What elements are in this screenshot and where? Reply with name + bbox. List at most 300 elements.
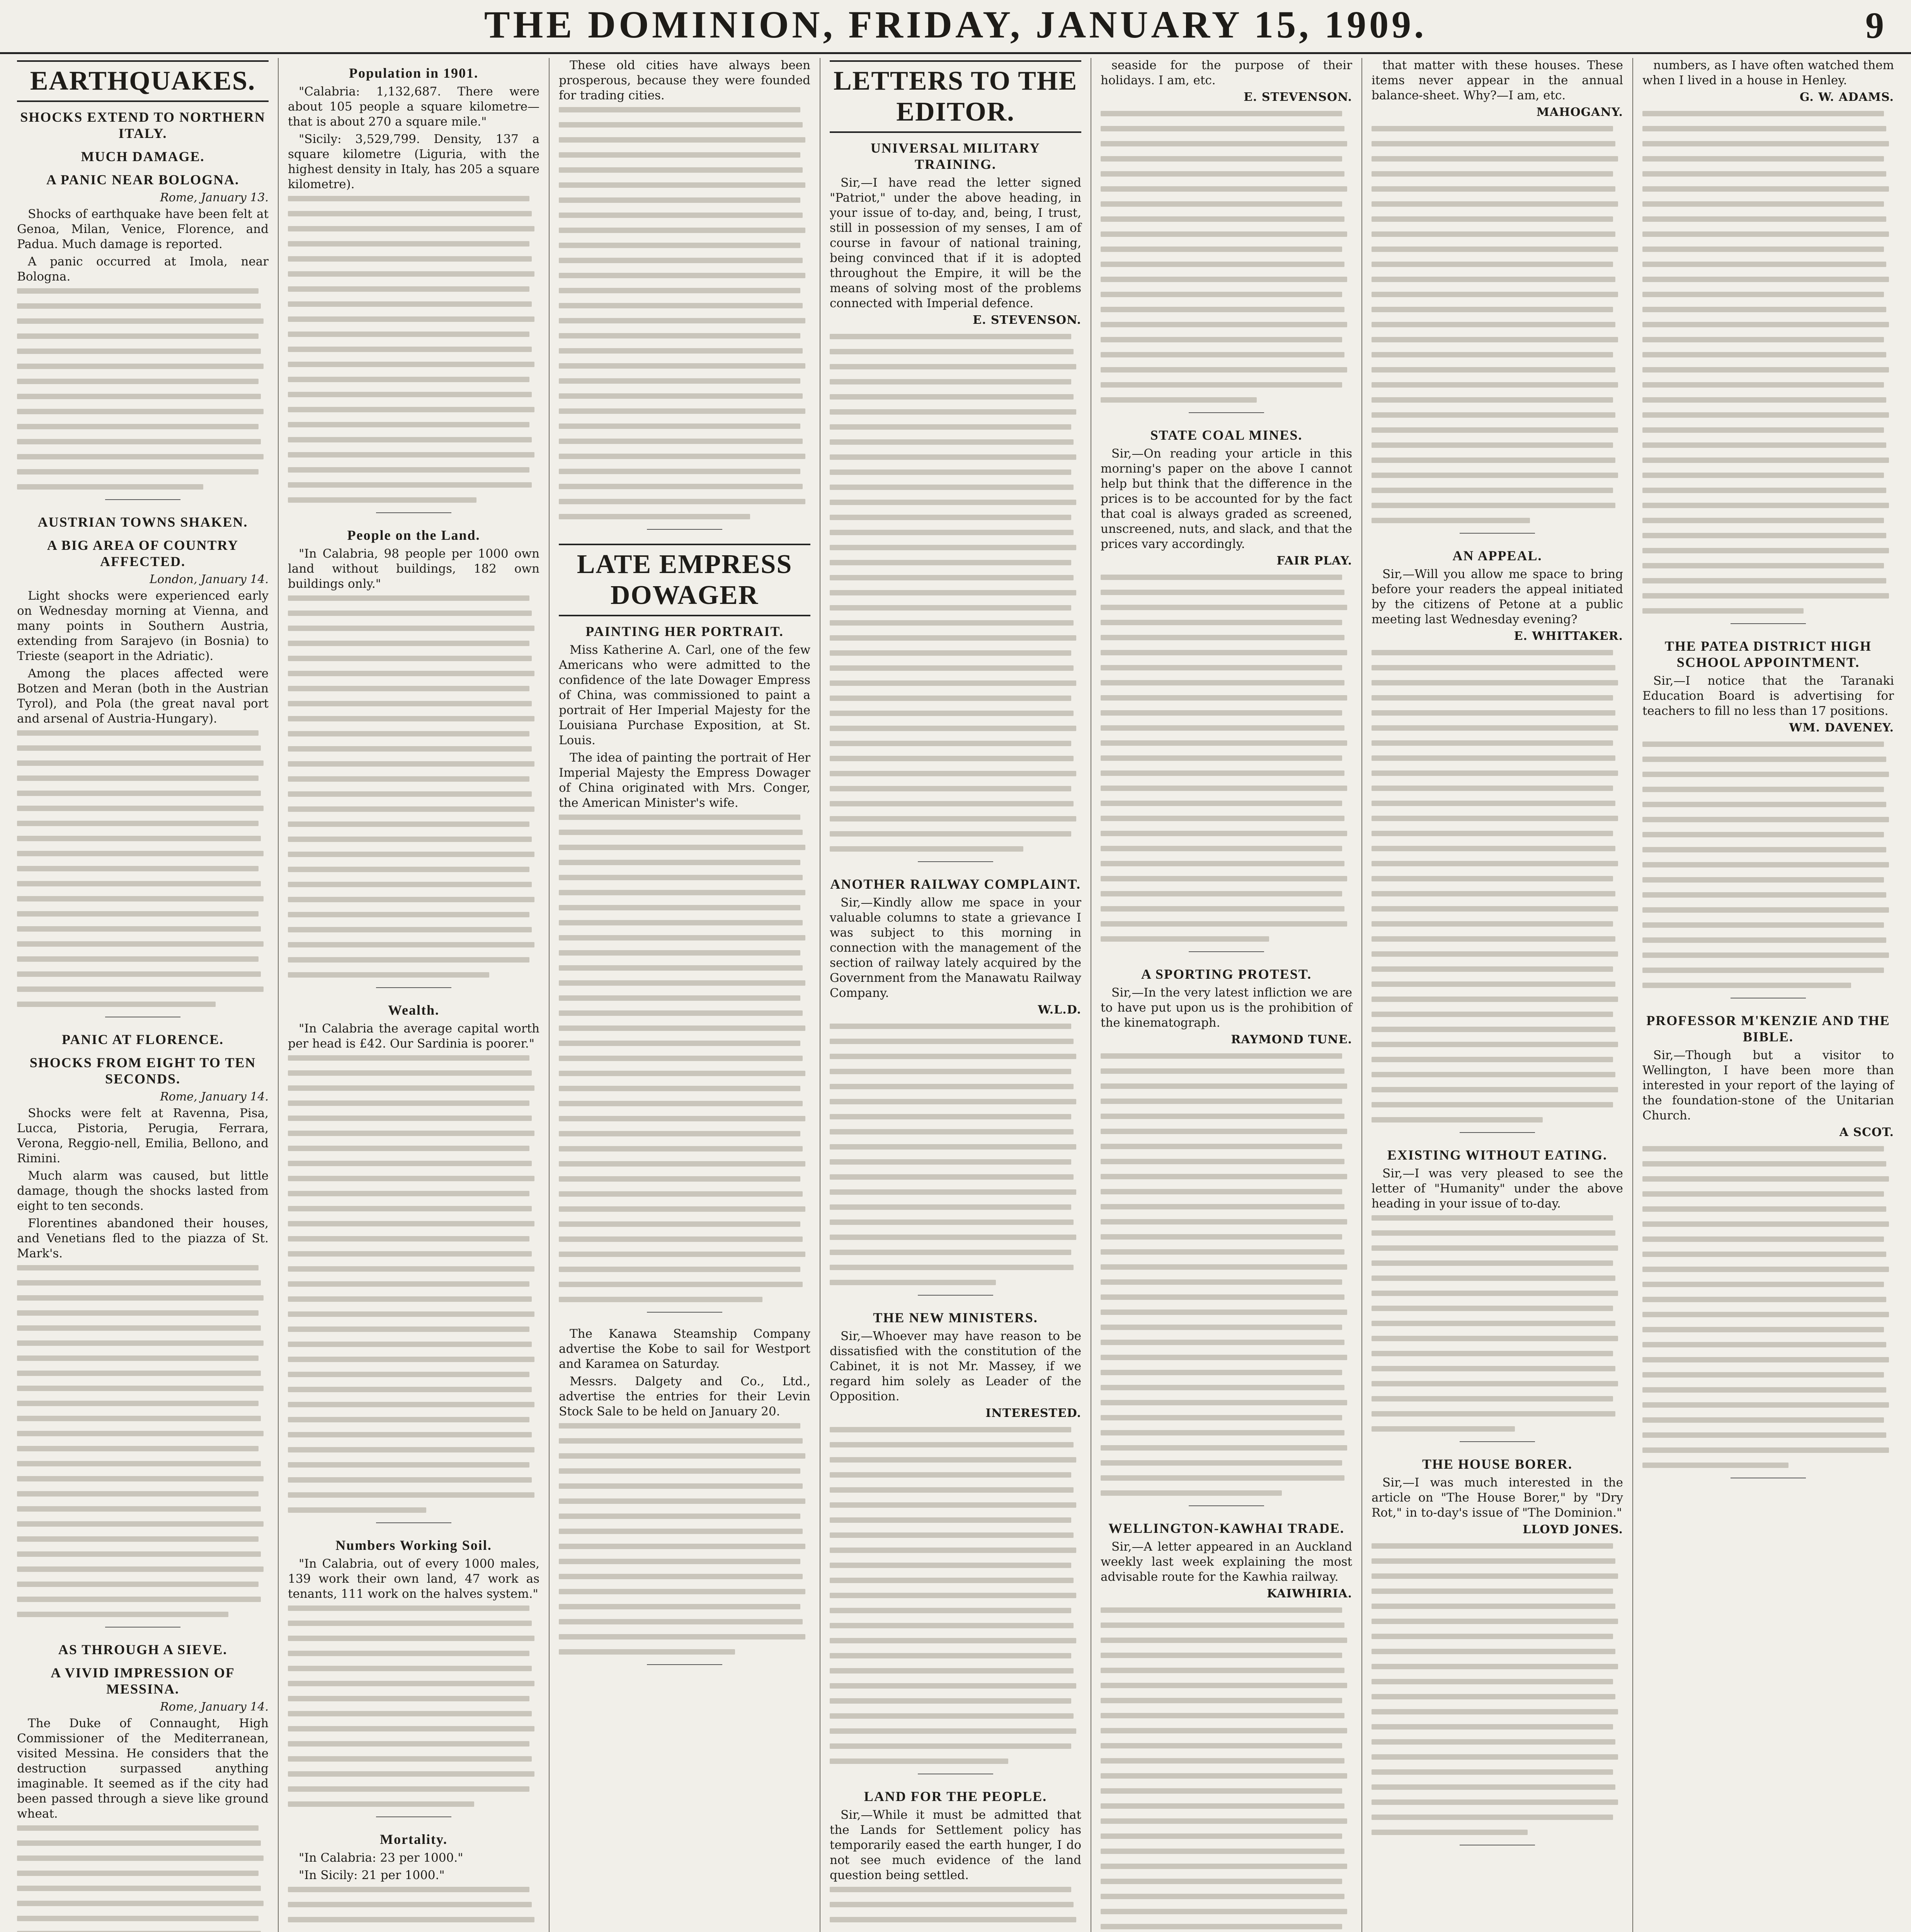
article: [830, 1788, 1081, 1932]
body-text-block: [17, 1265, 269, 1617]
article: [1642, 638, 1894, 998]
text-line: [288, 196, 529, 201]
text-line: [1642, 937, 1886, 943]
paragraph: "In Calabria the average capital worth per head is £42. Our Sardinia is poorer.": [288, 1022, 539, 1051]
article-subheading: A BIG AREA OF COUNTRY AFFECTED.: [47, 537, 239, 569]
text-line: [830, 801, 1074, 806]
text-line: [1642, 216, 1886, 222]
text-line: [1642, 126, 1886, 131]
paragraph: Sir,—I was much interested in the article on "The House Borer," by "Dry Rot," in to-day's issue of "The Dominion.": [1372, 1476, 1623, 1520]
text-line: [17, 730, 259, 736]
text-line: [830, 560, 1071, 565]
text-line: [1101, 1638, 1347, 1643]
paragraph: Sir,—Will you allow me space to bring before your readers the appeal initiated by the citizens of Petone at a public meeting last Wednesday evening?: [1372, 567, 1623, 626]
paragraph: Shocks of earthquake have been felt at Genoa, Milan, Venice, Florence, and Padua. Much damage is reported.: [17, 207, 269, 251]
letter-signature: WM. DAVENEY.: [1789, 721, 1894, 735]
article: [17, 1031, 269, 1628]
article: [288, 1537, 539, 1817]
text-line: [1372, 1619, 1618, 1624]
article-divider: [1460, 1441, 1535, 1442]
text-line: [830, 379, 1071, 384]
text-line: [559, 830, 803, 835]
text-line: [288, 1372, 529, 1377]
letter-signature: KAIWHIRIA.: [1267, 1587, 1352, 1600]
article: [1101, 966, 1352, 1506]
text-line: [1642, 1327, 1884, 1332]
text-line: [1101, 1174, 1347, 1179]
text-line: [830, 605, 1071, 611]
masthead: [0, 0, 1911, 54]
text-line: [1372, 710, 1615, 716]
text-line: [830, 1683, 1076, 1689]
text-line: [288, 1696, 529, 1701]
text-line: [288, 972, 489, 978]
text-line: [288, 716, 534, 721]
article-headline: AS THROUGH A SIEVE.: [58, 1642, 228, 1657]
text-line: [830, 620, 1074, 626]
text-line: [288, 701, 532, 706]
text-line: [1642, 427, 1884, 433]
text-line: [17, 1855, 264, 1861]
text-line: [1101, 247, 1342, 252]
text-line: [830, 1653, 1071, 1658]
text-line: [17, 1491, 259, 1497]
article-divider: [1731, 623, 1806, 624]
text-line: [1372, 171, 1613, 177]
text-line: [17, 1506, 261, 1512]
text-line: [830, 1532, 1074, 1538]
text-line: [17, 318, 264, 324]
text-line: [288, 746, 532, 752]
text-line: [288, 686, 529, 691]
letter-signature: LLOYD JONES.: [1523, 1523, 1623, 1536]
text-line: [1372, 277, 1615, 282]
text-line: [1372, 292, 1618, 297]
text-line: [17, 1355, 259, 1361]
body-text-block: [830, 1024, 1081, 1285]
text-line: [1372, 725, 1618, 731]
text-line: [288, 1236, 529, 1242]
text-line: [559, 950, 800, 956]
text-line: [1642, 862, 1889, 867]
text-line: [1642, 442, 1886, 448]
text-line: [559, 273, 805, 278]
text-line: [1101, 1909, 1347, 1914]
text-line: [559, 514, 750, 519]
text-line: [288, 1070, 532, 1076]
text-line: [288, 407, 534, 412]
paragraph: These old cities have always been prosperous, because they were founded for trading cities.: [559, 58, 810, 102]
text-line: [1101, 1668, 1344, 1673]
text-line: [288, 942, 534, 947]
text-line: [559, 1483, 803, 1489]
text-line: [559, 122, 803, 128]
text-line: [830, 1887, 1071, 1892]
text-line: [559, 1649, 735, 1655]
text-line: [1372, 1351, 1613, 1356]
text-line: [830, 1563, 1071, 1568]
paragraph: Sir,—I have read the letter signed "Patriot," under the above heading, in your issue of to-day, and, being, I trust, still in possession of my senses, I am of course in favour of national training, being convinced that if it is adopted throughout the Empire, it will be the means of solving most of the problems connected with Imperial defence.: [830, 176, 1081, 310]
article-divider: [918, 861, 993, 862]
text-line: [288, 1251, 532, 1257]
text-line: [1101, 786, 1347, 791]
article: [17, 60, 269, 500]
text-line: [1372, 473, 1618, 478]
text-line: [559, 935, 805, 940]
text-line: [559, 1176, 800, 1182]
text-line: [1101, 141, 1347, 146]
article: [1642, 58, 1894, 624]
text-line: [830, 1054, 1076, 1059]
text-line: [1101, 156, 1342, 162]
text-line: [17, 333, 259, 339]
text-line: [1642, 533, 1886, 538]
text-line: [288, 1447, 534, 1452]
column-1: [8, 58, 279, 1932]
text-line: [1642, 772, 1889, 777]
text-line: [830, 1623, 1074, 1628]
article-headline: Population in 1901.: [349, 65, 479, 81]
text-line: [17, 288, 259, 294]
text-line: [17, 986, 264, 992]
text-line: [559, 1574, 803, 1579]
text-line: [830, 756, 1074, 761]
text-line: [1372, 891, 1615, 896]
text-line: [17, 439, 261, 444]
text-line: [830, 439, 1074, 445]
text-line: [288, 1131, 534, 1136]
text-line: [1101, 1683, 1347, 1688]
text-line: [288, 271, 534, 277]
text-line: [17, 1401, 259, 1406]
article-divider: [376, 1522, 451, 1523]
article-headline: AN APPEAL.: [1452, 548, 1542, 563]
letter-signature: W.L.D.: [1038, 1003, 1081, 1017]
text-line: [1642, 817, 1889, 822]
text-line: [1101, 861, 1344, 866]
text-line: [559, 1206, 805, 1212]
article: [288, 1002, 539, 1523]
body-text-block: [1372, 126, 1623, 523]
letter-signature: E. STEVENSON.: [1244, 90, 1352, 104]
article-subheading: PAINTING HER PORTRAIT.: [585, 624, 784, 639]
text-line: [288, 241, 529, 247]
text-line: [830, 665, 1074, 671]
text-line: [288, 852, 534, 857]
text-line: [830, 1442, 1074, 1447]
text-line: [559, 469, 800, 474]
text-line: [1372, 1426, 1515, 1432]
text-line: [559, 1544, 805, 1549]
text-line: [830, 1219, 1074, 1225]
text-line: [288, 1681, 534, 1686]
text-line: [1101, 1713, 1344, 1718]
text-line: [1101, 1355, 1347, 1360]
text-line: [1101, 367, 1347, 372]
article: [1101, 1520, 1352, 1932]
text-line: [1372, 1815, 1613, 1820]
text-line: [1372, 997, 1618, 1002]
text-line: [1372, 650, 1613, 655]
article-divider: [647, 529, 722, 530]
text-line: [1372, 412, 1615, 418]
text-line: [1101, 906, 1344, 912]
text-line: [1101, 1114, 1344, 1119]
text-line: [1642, 787, 1884, 792]
text-line: [1101, 846, 1342, 851]
body-text-block: [17, 730, 269, 1007]
text-line: [1101, 1083, 1347, 1089]
text-line: [830, 545, 1076, 550]
text-line: [1372, 1117, 1543, 1122]
article: [1101, 58, 1352, 413]
paragraph: Sir,—Though but a visitor to Wellington, I have been more than interested in your report of the laying of the foundation-stone of the Unitarian Church.: [1642, 1048, 1894, 1122]
text-line: [1642, 156, 1884, 162]
article-headline: PROFESSOR M'KENZIE AND THE BIBLE.: [1646, 1013, 1890, 1044]
text-line: [288, 1477, 532, 1483]
text-line: [830, 1427, 1071, 1432]
text-line: [1372, 1260, 1613, 1266]
article: [559, 58, 810, 530]
article-headline: PANIC AT FLORENCE.: [61, 1032, 224, 1047]
text-line: [17, 1310, 259, 1316]
text-line: [559, 1438, 803, 1444]
text-line: [830, 469, 1071, 475]
text-line: [17, 1840, 261, 1846]
text-line: [288, 791, 532, 797]
text-line: [1642, 337, 1884, 342]
text-line: [1642, 201, 1884, 207]
text-line: [17, 364, 264, 369]
text-line: [830, 334, 1071, 339]
text-line: [17, 1566, 264, 1572]
article: [1372, 58, 1623, 534]
text-line: [1101, 1607, 1342, 1613]
text-line: [17, 851, 264, 856]
text-line: [288, 1902, 532, 1907]
text-line: [1101, 1894, 1344, 1899]
text-line: [1101, 891, 1342, 896]
article: [559, 544, 810, 1313]
text-line: [1642, 277, 1889, 282]
text-line: [288, 347, 532, 352]
text-line: [1642, 968, 1884, 973]
text-line: [830, 1743, 1071, 1749]
article-divider: [1189, 1505, 1264, 1506]
text-line: [830, 394, 1074, 400]
text-line: [1642, 292, 1884, 297]
text-line: [288, 452, 534, 457]
text-line: [288, 1786, 529, 1792]
text-line: [1642, 593, 1889, 599]
newspaper-columns: [8, 58, 1903, 1932]
text-line: [559, 408, 805, 414]
text-line: [1642, 1206, 1886, 1212]
text-line: [1101, 1788, 1342, 1794]
text-line: [830, 1638, 1076, 1643]
text-line: [1372, 740, 1613, 746]
text-line: [1101, 921, 1347, 927]
body-text-block: [1372, 1215, 1623, 1432]
text-line: [1101, 876, 1347, 881]
text-line: [17, 956, 259, 962]
text-line: [17, 1476, 264, 1481]
text-line: [288, 1887, 529, 1892]
paragraph: numbers, as I have often watched them when I lived in a house in Henley.: [1642, 58, 1894, 87]
article-divider: [105, 1627, 180, 1628]
text-line: [559, 1056, 803, 1061]
text-line: [288, 497, 476, 503]
text-line: [17, 866, 259, 871]
text-line: [1101, 755, 1342, 761]
text-line: [1372, 1366, 1615, 1371]
text-line: [559, 318, 805, 323]
text-line: [288, 437, 532, 442]
column-2: [279, 58, 550, 1932]
text-line: [288, 467, 529, 473]
text-line: [559, 213, 803, 218]
text-line: [1372, 1396, 1613, 1401]
text-line: [1372, 262, 1613, 267]
text-line: [1642, 1297, 1886, 1302]
text-line: [1642, 1161, 1886, 1167]
text-line: [288, 482, 532, 488]
text-line: [1372, 126, 1613, 131]
article-headline: People on the Land.: [347, 527, 480, 543]
text-line: [1101, 1879, 1342, 1884]
text-line: [1101, 590, 1344, 595]
text-line: [1642, 473, 1884, 478]
text-line: [1372, 1543, 1613, 1549]
text-line: [1642, 141, 1889, 146]
text-line: [1372, 247, 1618, 252]
text-line: [17, 484, 203, 490]
text-line: [559, 348, 803, 354]
column-7: [1633, 58, 1903, 1932]
text-line: [1101, 1818, 1347, 1824]
text-line: [17, 776, 259, 781]
text-line: [1372, 846, 1615, 851]
text-line: [830, 1517, 1071, 1523]
text-line: [1642, 1372, 1884, 1378]
text-line: [1101, 397, 1257, 403]
dateline: London, January 14.: [150, 573, 269, 586]
text-line: [830, 1024, 1071, 1029]
text-line: [830, 1114, 1071, 1119]
text-line: [1642, 877, 1884, 883]
text-line: [288, 867, 529, 872]
text-line: [1372, 1012, 1613, 1017]
text-line: [1101, 1653, 1342, 1658]
text-line: [1372, 951, 1618, 957]
text-line: [1372, 1634, 1613, 1639]
text-line: [559, 1236, 803, 1242]
text-line: [559, 363, 805, 369]
text-line: [559, 258, 803, 263]
text-line: [17, 1551, 261, 1557]
text-line: [1642, 983, 1851, 988]
article: [559, 1327, 810, 1665]
text-line: [17, 1325, 261, 1331]
text-line: [830, 1917, 1076, 1922]
text-line: [1372, 337, 1618, 342]
text-line: [559, 1191, 803, 1197]
paragraph: "Calabria: 1,132,687. There were about 105 people a square kilometre—that is about 270 a square mile.": [288, 85, 539, 129]
text-line: [1642, 488, 1886, 493]
text-line: [1101, 186, 1347, 192]
text-line: [830, 711, 1074, 716]
text-line: [559, 1514, 800, 1519]
text-line: [1101, 1189, 1342, 1194]
column-3: [550, 58, 820, 1932]
text-line: [1101, 936, 1269, 942]
text-line: [1642, 1432, 1886, 1438]
text-line: [288, 837, 532, 842]
article: [1642, 1012, 1894, 1478]
text-line: [1101, 740, 1347, 746]
text-line: [830, 1174, 1074, 1180]
text-line: [288, 1116, 532, 1121]
text-line: [1372, 1306, 1613, 1311]
page-number: 9: [1865, 5, 1884, 46]
body-text-block: [288, 1605, 539, 1807]
body-text-block: [1642, 1146, 1894, 1468]
text-line: [288, 362, 534, 367]
text-line: [830, 696, 1071, 701]
article-headline: Mortality.: [380, 1832, 448, 1847]
text-line: [17, 1582, 259, 1587]
text-line: [1101, 620, 1342, 625]
article-divider: [918, 1295, 993, 1296]
text-line: [1642, 548, 1889, 553]
text-line: [830, 1204, 1071, 1210]
text-line: [17, 424, 259, 429]
text-line: [288, 595, 529, 601]
text-line: [1101, 216, 1344, 222]
paragraph: Sir,—On reading your article in this morning's paper on the above I cannot help but think that the difference in the prices is to be accounted for by the fact that coal is always graded as screened, unscreened, nuts, and slack, and that the prices vary accordingly.: [1101, 447, 1353, 551]
text-line: [1372, 861, 1618, 866]
text-line: [1101, 635, 1344, 640]
text-line: [830, 1280, 996, 1285]
text-line: [1642, 231, 1889, 237]
text-line: [288, 1221, 534, 1226]
text-line: [1372, 1291, 1618, 1296]
article-headline: STATE COAL MINES.: [1150, 427, 1303, 443]
text-line: [559, 1498, 805, 1504]
text-line: [288, 1917, 534, 1922]
body-text-block: [1642, 742, 1894, 988]
text-line: [1642, 952, 1889, 958]
text-line: [1372, 1830, 1528, 1835]
text-line: [288, 761, 534, 767]
text-line: [559, 1041, 800, 1046]
text-line: [288, 422, 529, 427]
text-line: [17, 881, 261, 886]
text-line: [1372, 936, 1615, 942]
text-line: [288, 1191, 529, 1196]
text-line: [1372, 831, 1613, 836]
text-line: [559, 890, 805, 895]
text-line: [559, 905, 800, 910]
text-line: [288, 1711, 532, 1716]
text-line: [17, 760, 264, 766]
text-line: [559, 815, 800, 820]
text-line: [1372, 680, 1618, 685]
text-line: [1372, 1739, 1615, 1745]
text-line: [559, 1146, 803, 1151]
text-line: [17, 836, 261, 841]
text-line: [1642, 111, 1884, 116]
